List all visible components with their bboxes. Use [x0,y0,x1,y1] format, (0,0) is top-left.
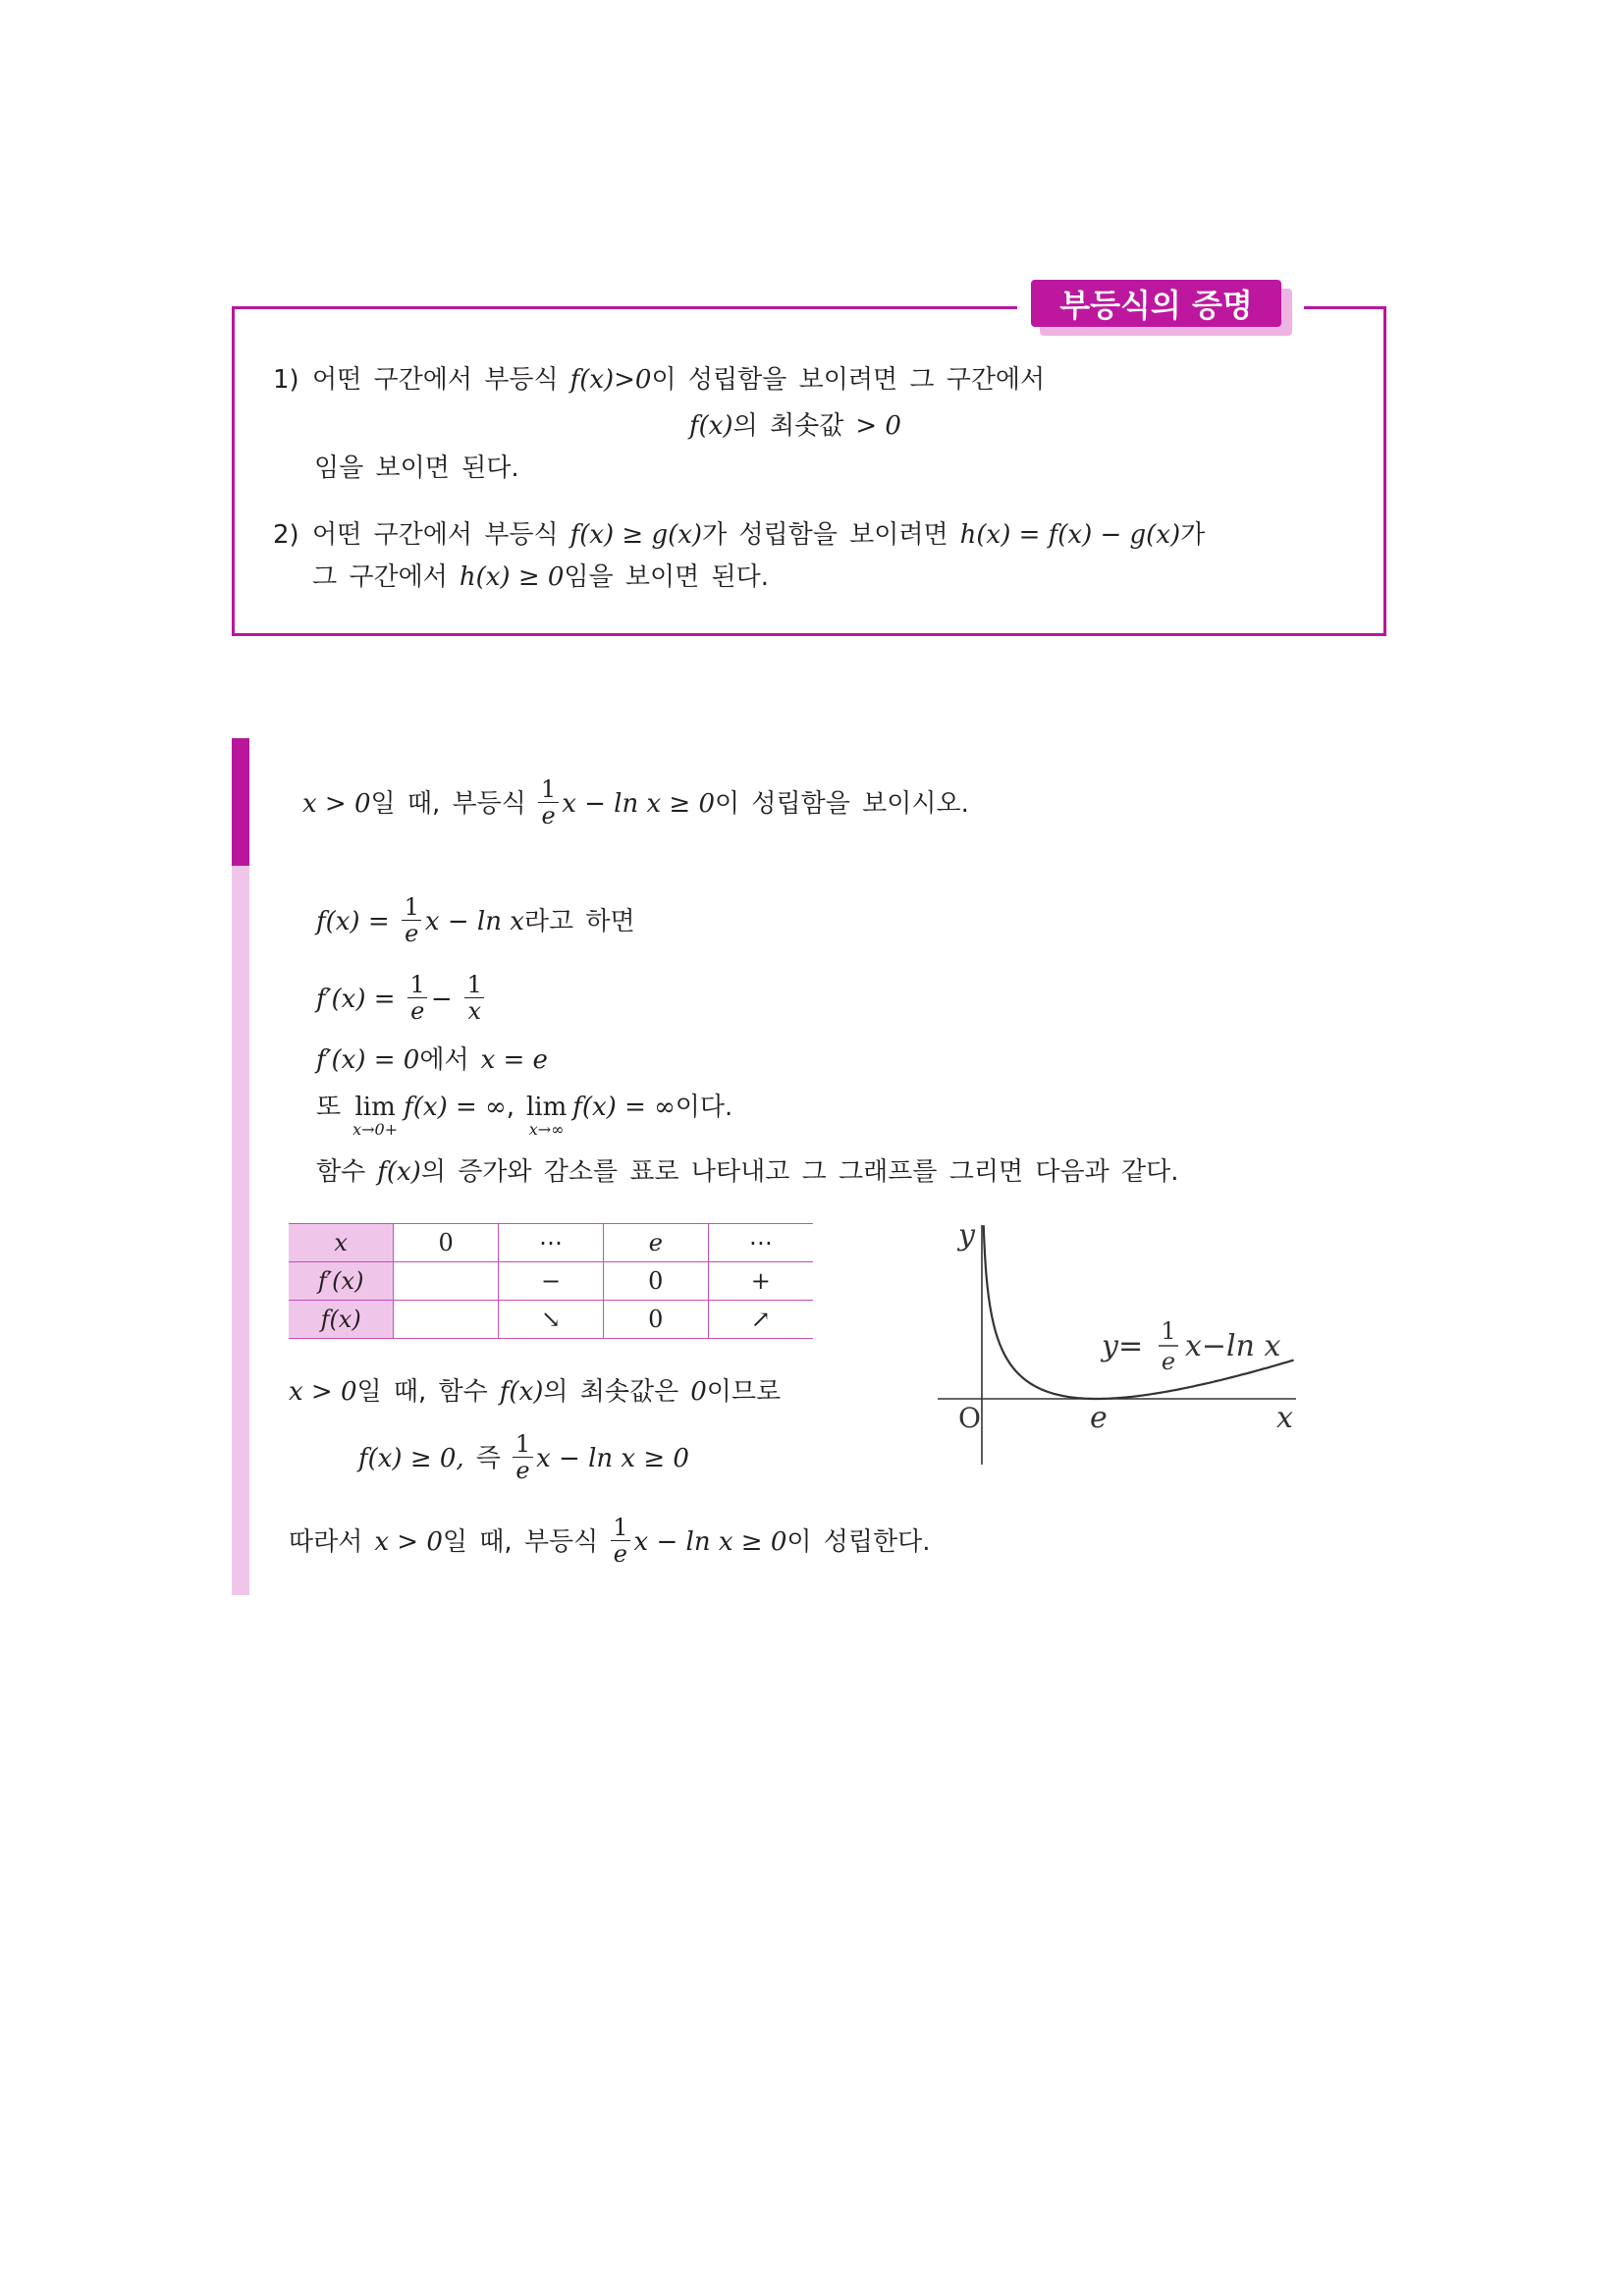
rule-1-center-line [689,406,901,454]
solution-2-operator: − [430,985,453,1014]
fraction-denominator: e [611,1540,630,1567]
rule-2-math-b: h(x) = f(x) − g(x) [959,520,1181,550]
table-header-cell: 0 [394,1224,499,1262]
solution-5-math-a: f(x) [377,1157,421,1187]
conclusion-1-math-b: f(x) [499,1377,544,1407]
rule-1-text-a: 어떤 구간에서 부등식 [312,365,559,395]
rule-1-number: 1) [273,365,299,395]
solution-4-math-b: f(x) = ∞ [572,1093,676,1122]
solution-4-separator: , [506,1093,514,1122]
fraction-numerator: 1 [466,971,482,998]
rule-1-line-1 [273,360,1045,407]
curve-label-lhs: y= [1102,1329,1144,1363]
limit-subscript: x→∞ [528,1120,565,1139]
conclusion-2-text-a: 즉 [475,1444,501,1473]
rule-1-text-b: 이 성립함을 보이려면 그 구간에서 [651,365,1046,395]
final-text-b: 일 때, 부등식 [442,1527,599,1557]
rule-1-center-math-b: > 0 [855,411,901,441]
table-cell: − [499,1262,604,1301]
table-row [289,1262,813,1301]
table-cell: ↘ [499,1301,604,1339]
rule-2-line-2 [312,558,769,605]
rule-1-center-math-a: f(x) [689,411,733,441]
solution-4-math-a: f(x) = ∞ [404,1093,507,1122]
problem-side-bar [232,738,249,866]
table-cell: ↗ [708,1301,813,1339]
curve-label-numerator: 1 [1161,1317,1176,1345]
conclusion-2-fraction [513,1431,533,1483]
table-cell [394,1262,499,1301]
solution-line-4 [316,1088,732,1139]
conclusion-line-2 [358,1431,689,1486]
problem-text-a: 일 때, 부등식 [370,789,526,819]
rule-1-text-c: 임을 보이면 된다. [314,454,519,483]
rule-2-math-a: f(x) ≥ g(x) [569,520,703,550]
conclusion-2-math-b: x − ln x ≥ 0 [536,1444,689,1473]
fraction-numerator: 1 [540,775,557,803]
rule-2-number: 2) [273,520,299,550]
solution-line-2 [316,972,488,1027]
table-row [289,1301,813,1339]
conclusion-1-text-a: 일 때, 함수 [356,1377,488,1407]
fraction-denominator: e [513,1457,532,1483]
conclusion-1-math-c: 0 [690,1377,707,1407]
rule-box-title: 부등식의 증명 [1059,287,1253,324]
table-header-cell: ⋯ [499,1224,604,1262]
fraction-numerator: 1 [404,893,419,921]
table-header-cell: ⋯ [708,1224,813,1262]
table-header-cell: x [289,1224,394,1262]
limit-a [352,1094,398,1139]
problem-statement [302,776,969,831]
conclusion-1-text-b: 의 최솟값은 [543,1377,679,1407]
fraction-denominator: e [538,802,558,828]
fraction-denominator: e [402,920,421,946]
table-row-label: f(x) [289,1301,394,1339]
e-tick-label: e [1090,1401,1108,1435]
solution-3-text-a: 에서 [419,1045,469,1075]
rule-2-text-c: 가 [1180,520,1206,550]
solution-4-text-b: 이다. [675,1093,733,1122]
rule-2-text-b: 가 성립함을 보이려면 [702,520,948,550]
final-text-a: 따라서 [289,1527,363,1557]
rule-2-math-c: h(x) ≥ 0 [459,562,565,592]
fraction-numerator: 1 [613,1514,628,1541]
fraction-numerator: 1 [409,971,425,998]
table-cell: 0 [603,1301,708,1339]
table-row-label: f′(x) [289,1262,394,1301]
limit-subscript: x→0+ [352,1120,399,1139]
problem-math-b: x − ln x ≥ 0 [562,789,716,819]
limit-operator: lim [525,1093,568,1122]
solution-5-text-a: 함수 [316,1157,366,1187]
solution-1-math-a: f(x) = [316,907,390,936]
final-math-a: x > 0 [374,1527,443,1557]
curve-path [984,1225,1294,1399]
problem-text-b: 이 성립함을 보이시오. [715,789,969,819]
curve-label-denominator: e [1161,1348,1176,1375]
solution-2-fraction-b [464,972,485,1024]
fraction-denominator: x [464,997,484,1024]
solution-1-fraction [402,894,422,946]
table-header-cell: e [603,1224,708,1262]
conclusion-1-math-a: x > 0 [289,1377,357,1407]
solution-1-math-b: x − ln x [424,907,524,936]
origin-label: O [958,1402,981,1434]
increase-decrease-table [289,1223,813,1339]
title-badge [1031,280,1281,327]
rule-1-center-text: 의 최솟값 [732,411,844,441]
solution-line-5 [316,1152,1178,1200]
curve-label-rhs: x−ln x [1185,1329,1281,1363]
rule-1-line-3 [314,449,519,496]
curve-equation-label [1100,1317,1281,1375]
solution-3-math-b: x = e [480,1045,548,1075]
rule-1-math-a: f(x)>0 [569,365,652,395]
rule-2-line-1 [273,515,1205,562]
table-cell: + [708,1262,813,1301]
solution-3-math-a: f′(x) = 0 [316,1045,420,1075]
rule-2-text-a: 어떤 구간에서 부등식 [312,520,559,550]
final-text-c: 이 성립한다. [786,1527,931,1557]
solution-line-3 [316,1041,548,1088]
function-graph [923,1217,1306,1472]
fraction-numerator: 1 [514,1430,531,1458]
solution-1-text-a: 라고 하면 [523,907,635,936]
limit-operator: lim [354,1093,396,1122]
solution-5-text-b: 의 증가와 감소를 표로 나타내고 그 그래프를 그리면 다음과 같다. [420,1157,1179,1187]
table-cell [394,1301,499,1339]
table-row [289,1224,813,1262]
rule-2-text-d: 그 구간에서 [312,562,448,592]
solution-2-math-a: f′(x) = [316,985,396,1014]
solution-line-1 [316,894,635,949]
rule-2-text-e: 임을 보이면 된다. [564,562,770,592]
final-statement [289,1515,931,1570]
table-cell: 0 [603,1262,708,1301]
limit-b [526,1094,567,1139]
solution-2-fraction-a [407,972,428,1024]
conclusion-1-text-c: 이므로 [706,1377,782,1407]
final-math-b: x − ln x ≥ 0 [633,1527,787,1557]
solution-4-text-a: 또 [316,1093,342,1122]
fraction-denominator: e [407,997,427,1024]
x-axis-label: x [1276,1401,1293,1435]
final-fraction [610,1515,630,1567]
conclusion-2-math-a: f(x) ≥ 0, [358,1444,464,1473]
solution-side-bar [232,866,249,1595]
problem-fraction [538,776,559,828]
problem-math-a: x > 0 [302,789,371,819]
conclusion-line-1 [289,1372,781,1419]
y-axis-label: y [958,1218,975,1253]
